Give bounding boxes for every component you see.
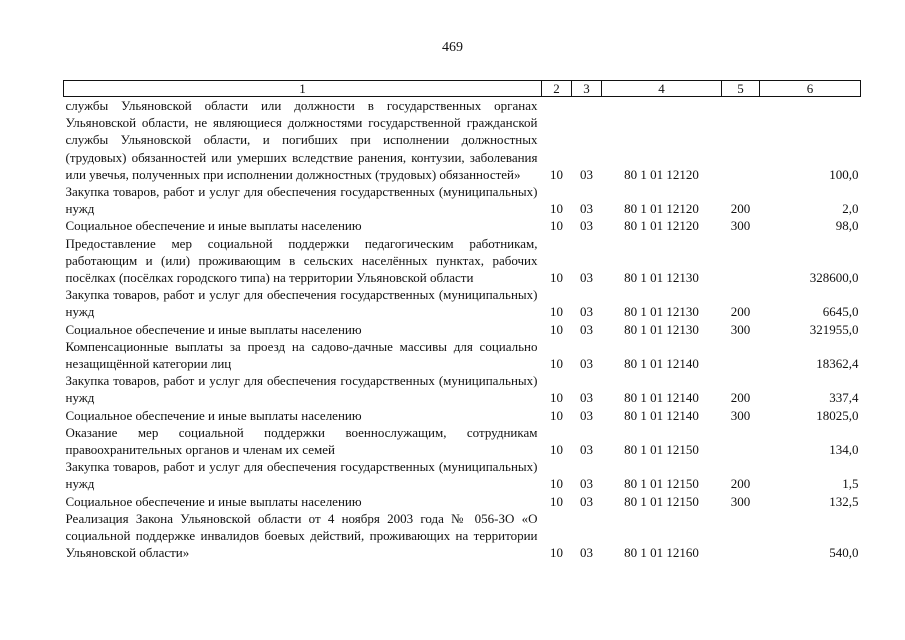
row-amount: 540,0 — [829, 545, 859, 561]
row-name: Закупка товаров, работ и услуг для обеспечения государственных (муниципальных) нужд — [65, 287, 538, 320]
row-target-article: 80 1 01 12120 — [624, 166, 699, 182]
row-section: 10 — [550, 356, 563, 372]
row-target-article: 80 1 01 12130 — [624, 270, 699, 286]
row-name: Реализация Закона Ульяновской области от 4 ноября 2003 года № 056-ЗО «О социальной поддержке инвалидов боевых действий, проживающих на территории Ульяновской области» — [65, 510, 538, 561]
row-amount: 321955,0 — [809, 321, 859, 337]
row-subsection: 03 — [580, 442, 593, 458]
row-subsection: 03 — [580, 270, 593, 286]
row-subsection: 03 — [580, 476, 593, 492]
row-expense-type: 200 — [730, 304, 751, 320]
row-name: Социальное обеспечение и иные выплаты населению — [65, 493, 362, 509]
row-expense-type — [722, 235, 760, 287]
row-expense-type — [722, 97, 760, 184]
row-name: Социальное обеспечение и иные выплаты населению — [65, 218, 362, 234]
row-amount: 98,0 — [835, 218, 859, 234]
row-amount: 134,0 — [829, 442, 859, 458]
table-header — [64, 81, 861, 97]
row-amount: 2,0 — [842, 201, 859, 217]
page-number: 469 — [442, 40, 463, 55]
row-expense-type: 300 — [730, 218, 751, 234]
row-subsection: 03 — [580, 390, 593, 406]
table-row — [64, 458, 861, 492]
table-row — [64, 424, 861, 458]
row-subsection: 03 — [580, 545, 593, 561]
row-name: службы Ульяновской области или должности в государственных органах Ульяновской области, не являющиеся должностями государственной гражданской службы Ульяновской области, и погибших при исполнении должностных (трудовых) обязанностей или умерших вследствие ранения, контузии, заболевания или увечья, полученных при исполнении должностных (трудовых) обязанностей» — [65, 98, 538, 182]
row-subsection: 03 — [580, 321, 593, 337]
col-header-1: 1 — [64, 81, 542, 97]
row-section: 10 — [550, 442, 563, 458]
column-numbers-row — [64, 81, 861, 97]
row-name: Закупка товаров, работ и услуг для обеспечения государственных (муниципальных) нужд — [65, 184, 538, 217]
row-expense-type: 300 — [730, 493, 751, 509]
row-target-article: 80 1 01 12160 — [624, 545, 699, 561]
row-amount: 328600,0 — [809, 270, 859, 286]
row-expense-type: 200 — [730, 476, 751, 492]
table-row — [64, 407, 861, 424]
row-expense-type — [722, 510, 760, 562]
table-row — [64, 217, 861, 234]
row-name: Оказание мер социальной поддержки военнослужащим, сотрудникам правоохранительных органов и членам их семей — [65, 424, 538, 458]
row-section: 10 — [550, 545, 563, 561]
row-subsection: 03 — [580, 218, 593, 234]
col-header-4: 4 — [602, 81, 722, 97]
row-target-article: 80 1 01 12130 — [624, 304, 699, 320]
row-subsection: 03 — [580, 201, 593, 217]
row-section: 10 — [550, 304, 563, 320]
table-row — [64, 321, 861, 338]
col-header-6: 6 — [760, 81, 861, 97]
row-name: Предоставление мер социальной поддержки педагогическим работникам, работающим и (или) проживающим в сельских населённых пунктах, рабочих посёлках (посёлках городского типа) на территории Ульяновской области — [65, 235, 538, 286]
table-row — [64, 510, 861, 562]
row-section: 10 — [550, 321, 563, 337]
row-target-article: 80 1 01 12140 — [624, 407, 699, 423]
row-subsection: 03 — [580, 304, 593, 320]
row-section: 10 — [550, 407, 563, 423]
row-subsection: 03 — [580, 356, 593, 372]
row-amount: 132,5 — [829, 493, 859, 509]
row-subsection: 03 — [580, 407, 593, 423]
row-expense-type — [722, 424, 760, 458]
row-section: 10 — [550, 270, 563, 286]
table-row — [64, 97, 861, 184]
row-subsection: 03 — [580, 493, 593, 509]
row-amount: 1,5 — [842, 476, 859, 492]
row-expense-type: 200 — [730, 201, 751, 217]
table-row — [64, 183, 861, 217]
row-name: Закупка товаров, работ и услуг для обеспечения государственных (муниципальных) нужд — [65, 459, 538, 492]
row-section: 10 — [550, 166, 563, 182]
table-row — [64, 372, 861, 406]
row-section: 10 — [550, 201, 563, 217]
row-amount: 18362,4 — [816, 356, 859, 372]
row-name: Компенсационные выплаты за проезд на садово-дачные массивы для социально незащищённой категории лиц — [65, 338, 538, 372]
budget-table — [63, 80, 861, 561]
row-expense-type — [722, 338, 760, 372]
table-row — [64, 286, 861, 320]
row-target-article: 80 1 01 12150 — [624, 493, 699, 509]
row-target-article: 80 1 01 12120 — [624, 201, 699, 217]
row-expense-type: 200 — [730, 390, 751, 406]
table-body — [64, 97, 861, 562]
row-section: 10 — [550, 218, 563, 234]
table-row — [64, 493, 861, 510]
row-name: Социальное обеспечение и иные выплаты населению — [65, 407, 362, 423]
row-amount: 100,0 — [829, 166, 859, 182]
row-amount: 337,4 — [829, 390, 859, 406]
row-subsection: 03 — [580, 166, 593, 182]
row-target-article: 80 1 01 12150 — [624, 442, 699, 458]
col-header-2: 2 — [542, 81, 572, 97]
row-target-article: 80 1 01 12140 — [624, 356, 699, 372]
row-target-article: 80 1 01 12120 — [624, 218, 699, 234]
col-header-3: 3 — [572, 81, 602, 97]
row-target-article: 80 1 01 12140 — [624, 390, 699, 406]
row-expense-type: 300 — [730, 321, 751, 337]
row-amount: 6645,0 — [822, 304, 859, 320]
row-section: 10 — [550, 390, 563, 406]
row-target-article: 80 1 01 12130 — [624, 321, 699, 337]
row-section: 10 — [550, 476, 563, 492]
row-name: Закупка товаров, работ и услуг для обеспечения государственных (муниципальных) нужд — [65, 373, 538, 406]
row-section: 10 — [550, 493, 563, 509]
table-row — [64, 338, 861, 372]
row-expense-type: 300 — [730, 407, 751, 423]
row-target-article: 80 1 01 12150 — [624, 476, 699, 492]
row-name: Социальное обеспечение и иные выплаты населению — [65, 321, 362, 337]
row-amount: 18025,0 — [816, 407, 859, 423]
table-row — [64, 235, 861, 287]
col-header-5: 5 — [722, 81, 760, 97]
